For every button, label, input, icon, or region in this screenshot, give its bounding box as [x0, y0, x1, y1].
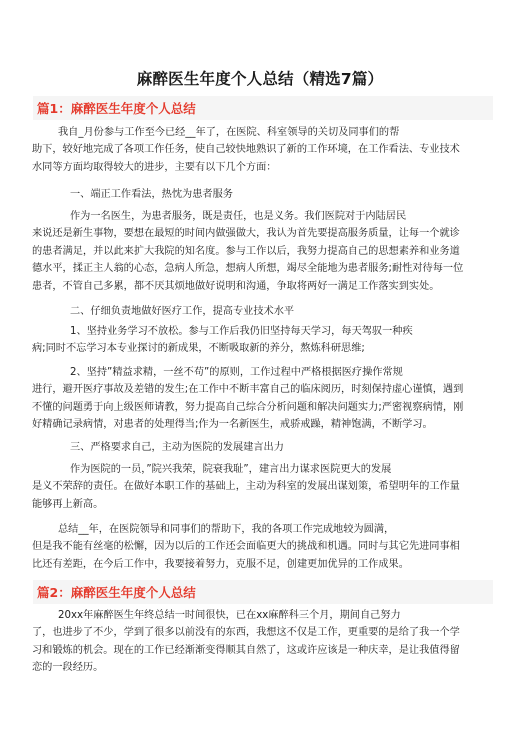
paragraph-line: 病;同时不忘学习本专业探讨的新成果，不断吸取新的养分，熬炼科研思维;	[32, 343, 365, 355]
paragraph-summary	[32, 521, 494, 573]
paragraph-line: 1、坚持业务学习不放松。参与工作后我仍旧坚持每天学习，每天驾驭一种疾	[70, 326, 413, 337]
paragraph-line: 作为一名医生，为患者服务，既是责任，也是义务。我们医院对于内陆居民	[70, 211, 407, 222]
paragraph-line: 患者，不管自己多累，都不厌其烦地做好说明和沟通，争取将两好一满足工作落实到实处。	[32, 280, 440, 292]
paragraph-line: 水同等方面均取得较大的进步，主要有以下几个方面：	[32, 161, 277, 173]
paragraph-line: 助下，较好地完成了各项工作任务，使自己较快地熟识了新的工作环境，在工作看法、专业技术	[32, 144, 460, 156]
subheading-2: 二、仔细负责地做好医疗工作，提高专业技术水平	[70, 306, 295, 317]
paragraph-contribution	[32, 461, 494, 513]
paragraph-section2-intro	[32, 607, 494, 677]
paragraph-line: 比还有差距，在今后工作中，我要接着努力，克服不足，创建更加优异的工作成果。	[32, 558, 409, 570]
paragraph-line: 我自_月份参与工作至今已经__年了，在医院、科室领导的关切及同事们的帮	[58, 127, 400, 138]
section-heading-1	[33, 96, 493, 120]
paragraph-line: 了，也进步了不少，学到了很多以前没有的东西，我想这不仅是工作，更重要的是给了我一个学	[32, 627, 460, 639]
subheading-1: 一、端正工作看法，热忱为患者服务	[70, 189, 233, 200]
subheading-3: 三、严格要求自己，主动为医院的发展建言出力	[70, 442, 284, 453]
paragraph-line: 总结__年，在医院领导和同事们的帮助下，我的各项工作完成地较为圆满，	[58, 524, 395, 535]
paragraph-line: 2、坚持”精益求精，一丝不苟”的原则，工作过程中严格根据医疗操作常规	[70, 367, 403, 378]
paragraph-line: 能够再上新高。	[32, 498, 104, 510]
paragraph-principle	[32, 364, 494, 434]
section-heading-2-text: 篇2：麻醉医生年度个人总结	[37, 585, 196, 600]
paragraph-study	[32, 323, 494, 358]
paragraph-line: 德水平，揉正主人翁的心态，急病人所急，想病人所想，竭尽全能地为患者服务;耐性对待每一位	[32, 263, 464, 275]
paragraph-line: 不懂的问题勇于向上级医师请教，努力提高自己综合分析问题和解决问题实力;严密视察病情，刚	[32, 401, 464, 413]
paragraph-line: 是义不荣辞的责任。在做好本职工作的基础上，主动为科室的发展出谋划策，希望明年的工作量	[32, 481, 460, 493]
paragraph-line: 作为医院的一员，”院兴我荣，院衰我耻”，建言出力谋求医院更大的发展	[70, 464, 392, 475]
paragraph-intro	[32, 124, 494, 176]
paragraph-line: 20xx年麻醉医生年终总结一时间很快，已在xx麻醉科三个月，期间自己努力	[58, 610, 401, 621]
section-heading-2	[33, 580, 493, 604]
paragraph-line: 好精确记录病情，对患者的处理得当;作为一名新医生，戒骄戒躁，精神饱满，不断学习。	[32, 419, 433, 431]
paragraph-line: 习和锻炼的机会。现在的工作已经渐渐变得顺其自然了，这或许应该是一种庆幸，是让我值得留	[32, 644, 460, 656]
paragraph-line: 恋的一段经历。	[32, 662, 104, 674]
paragraph-line: 进行，避开医疗事故及差错的发生;在工作中不断丰富自己的临床阅历，时刻保持虚心谨慎，遇到	[32, 384, 464, 396]
paragraph-line: 但是我不能有丝毫的松懈，因为以后的工作还会面临更大的挑战和机遇。同时与其它先进同事相	[32, 541, 460, 553]
paragraph-service	[32, 208, 494, 295]
paragraph-line: 来说还是新生事物，要想在最短的时间内做强做大，我认为首先要提高服务质量，让每一个就诊	[32, 228, 460, 240]
paragraph-line: 的患者满足，并以此来扩大我院的知名度。参与工作以后，我努力提高自己的思想素养和业务道	[32, 245, 460, 257]
section-heading-1-text: 篇1：麻醉医生年度个人总结	[37, 101, 196, 116]
document-title: 麻醉医生年度个人总结（精选7篇）	[136, 70, 384, 88]
